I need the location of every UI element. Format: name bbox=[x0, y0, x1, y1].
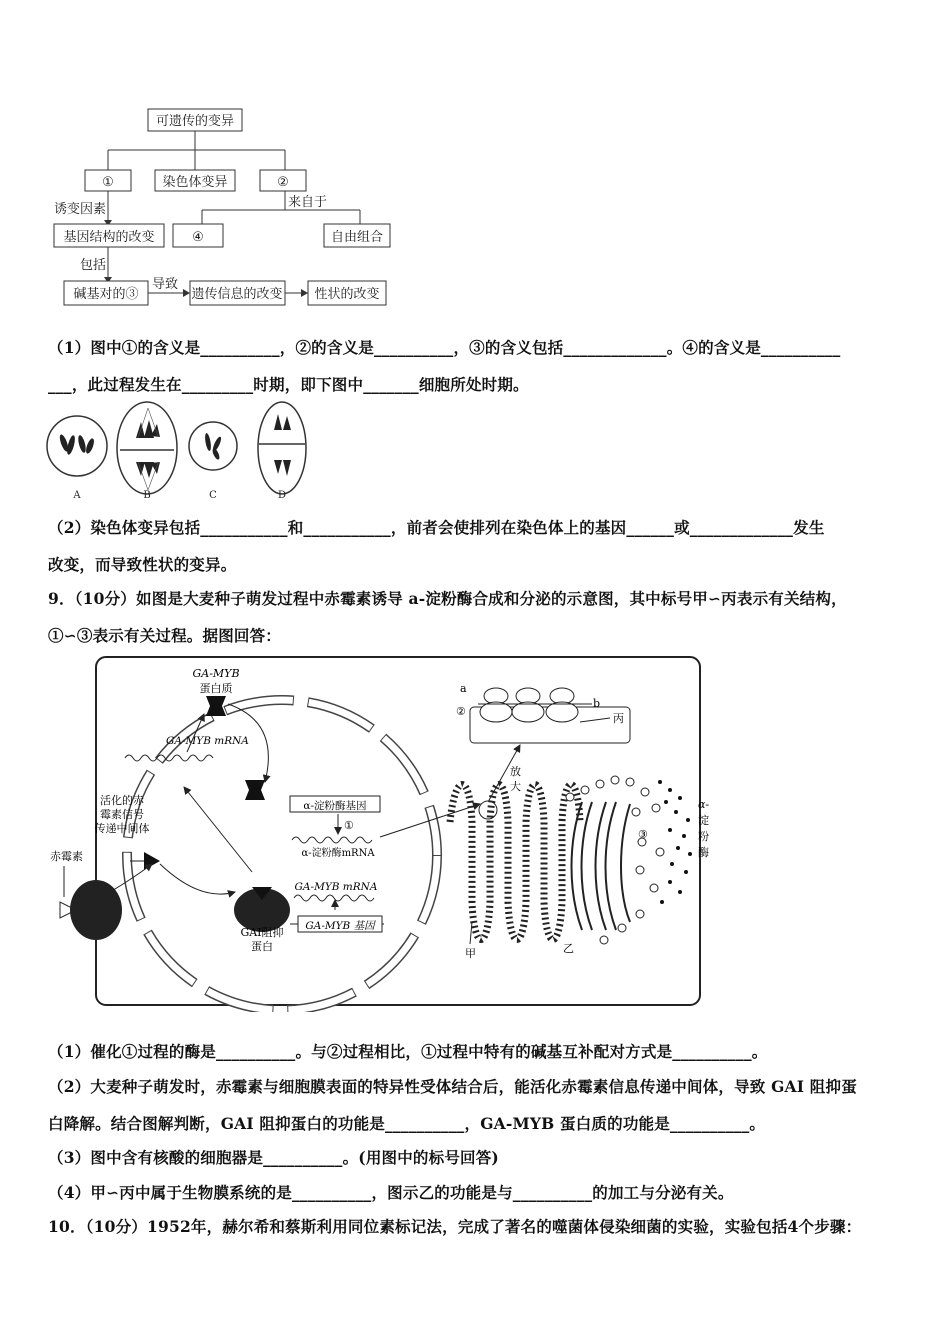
svg-text:包括: 包括 bbox=[80, 258, 107, 273]
cell-division-figures bbox=[40, 400, 330, 505]
svg-text:诱变因素: 诱变因素 bbox=[54, 202, 107, 217]
svg-text:GA-MYB mRNA: GA-MYB mRNA bbox=[294, 881, 378, 893]
svg-text:C: C bbox=[209, 490, 217, 501]
svg-text:GAI阻抑: GAI阻抑 bbox=[240, 926, 284, 939]
svg-text:遗传信息的改变: 遗传信息的改变 bbox=[191, 287, 283, 302]
q9-part4: （4）甲∽丙中属于生物膜系统的是__________，图示乙的功能是与__________的加工与分泌有关。 bbox=[48, 1183, 734, 1202]
barley-amylase-diagram bbox=[40, 652, 720, 1012]
svg-text:霉素信号: 霉素信号 bbox=[100, 808, 144, 821]
svg-text:GA-MYB 基因: GA-MYB 基因 bbox=[305, 920, 375, 932]
ga-myb-mrna-top: GA-MYB mRNA bbox=[166, 735, 249, 747]
svg-text:GA-MYB: GA-MYB bbox=[192, 667, 240, 680]
q9-part2-line1: （2）大麦种子萌发时，赤霉素与细胞膜表面的特异性受体结合后，能活化赤霉素信息传递中间体，导致 GAI 阻抑蛋 bbox=[48, 1077, 857, 1096]
svg-text:D: D bbox=[277, 490, 287, 501]
svg-text:基因结构的改变: 基因结构的改变 bbox=[63, 230, 155, 245]
q8-part2-line2: 改变，而导致性状的变异。 bbox=[48, 555, 237, 574]
q9-part3: （3）图中含有核酸的细胞器是__________。(用图中的标号回答) bbox=[48, 1148, 499, 1167]
yi-label: 乙 bbox=[563, 942, 574, 955]
svg-text:α-: α- bbox=[698, 798, 710, 811]
svg-text:蛋白质: 蛋白质 bbox=[199, 682, 233, 695]
svg-text:导致: 导致 bbox=[152, 277, 179, 292]
svg-text:③: ③ bbox=[638, 828, 648, 841]
amylase-gene-label: α-淀粉酶基因 bbox=[303, 800, 367, 812]
cell-d bbox=[258, 402, 306, 494]
svg-text:④: ④ bbox=[192, 230, 204, 245]
svg-text:染色体变异: 染色体变异 bbox=[162, 175, 228, 190]
svg-text:来自于: 来自于 bbox=[288, 195, 328, 210]
q9-heading-line2: ①∽③表示有关过程。据图回答： bbox=[48, 626, 281, 645]
svg-text:粉: 粉 bbox=[698, 830, 709, 843]
q9-heading-line1: 9．（10分）如图是大麦种子萌发过程中赤霉素诱导 a-淀粉酶合成和分泌的示意图，其中标号甲∽丙表示有关结构， bbox=[48, 589, 847, 608]
q10-heading: 10．（10分）1952年，赫尔希和蔡斯利用同位素标记法，完成了著名的噬菌体侵染细菌的实验，实验包括4个步骤： bbox=[48, 1217, 862, 1236]
svg-text:B: B bbox=[143, 490, 151, 501]
svg-text:①: ① bbox=[344, 819, 354, 832]
svg-text:可遗传的变异: 可遗传的变异 bbox=[155, 114, 235, 129]
svg-text:活化的赤: 活化的赤 bbox=[100, 794, 144, 807]
svg-text:酶: 酶 bbox=[698, 846, 709, 859]
cell-b bbox=[117, 402, 177, 494]
cell-c bbox=[189, 422, 237, 470]
q9-part2-line2: 白降解。结合图解判断，GAI 阻抑蛋白的功能是__________，GA-MYB 蛋白质的功能是__________。 bbox=[48, 1114, 766, 1133]
svg-text:②: ② bbox=[277, 175, 289, 190]
svg-text:A: A bbox=[73, 490, 81, 501]
svg-text:丙: 丙 bbox=[613, 712, 624, 725]
q8-part1-line1: （1）图中①的含义是__________，②的含义是__________，③的含义包括_____________。④的含义是__________ bbox=[48, 338, 841, 357]
amylase-mrna-label: α-淀粉酶mRNA bbox=[301, 848, 375, 859]
svg-text:放: 放 bbox=[510, 765, 521, 778]
cell-a bbox=[47, 416, 107, 476]
er-membrane bbox=[450, 785, 580, 940]
svg-text:b: b bbox=[593, 697, 601, 710]
svg-text:大: 大 bbox=[510, 780, 521, 793]
svg-text:蛋白: 蛋白 bbox=[251, 940, 273, 953]
svg-text:①: ① bbox=[102, 175, 114, 190]
svg-text:碱基对的③: 碱基对的③ bbox=[73, 287, 139, 302]
svg-text:传递中间体: 传递中间体 bbox=[94, 822, 150, 835]
golgi bbox=[572, 802, 631, 930]
svg-text:性状的改变: 性状的改变 bbox=[314, 287, 380, 302]
svg-text:②: ② bbox=[456, 705, 466, 718]
jia-label: 甲 bbox=[465, 947, 476, 960]
q8-part1-line2: ___，此过程发生在_________时期，即下图中_______细胞所处时期。 bbox=[48, 375, 529, 394]
svg-text:a: a bbox=[460, 682, 467, 695]
svg-text:淀: 淀 bbox=[698, 814, 709, 827]
variation-flowchart bbox=[40, 100, 420, 315]
q9-part1: （1）催化①过程的酶是__________。与②过程相比，①过程中特有的碱基互补配对方式是__________。 bbox=[48, 1042, 768, 1061]
svg-text:自由组合: 自由组合 bbox=[330, 230, 384, 245]
gibberellin-label: 赤霉素 bbox=[50, 850, 83, 863]
q8-part2-line1: （2）染色体变异包括___________和___________，前者会使排列在染色体上的基因______或_____________发生 bbox=[48, 518, 825, 537]
